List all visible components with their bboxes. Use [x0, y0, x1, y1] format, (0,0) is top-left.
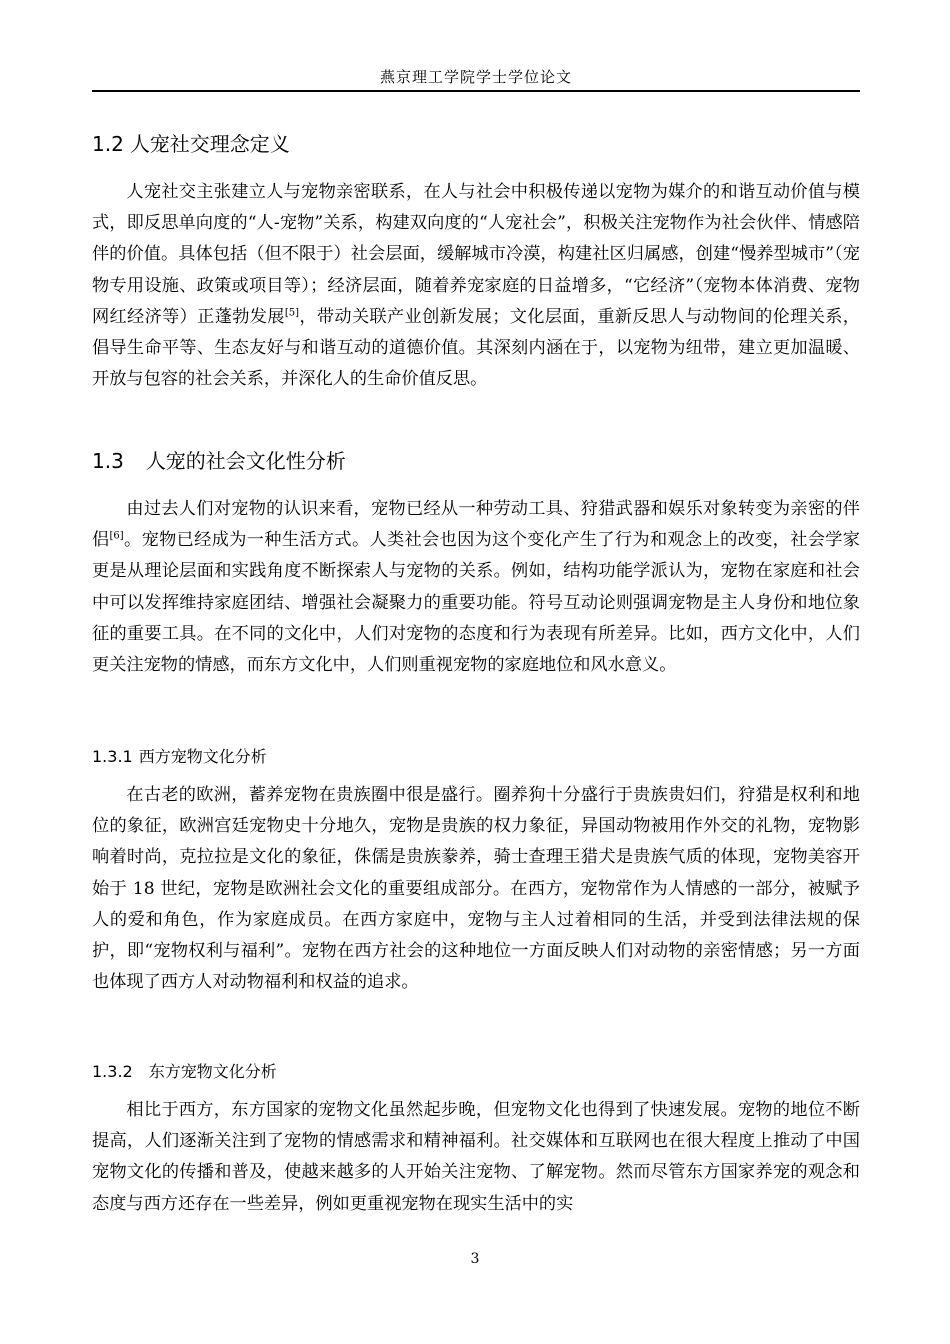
header-rule — [92, 90, 860, 92]
section-title: 人宠社交理念定义 — [129, 132, 290, 156]
paragraph-text: ，带动关联产业创新发展；文化层面，重新反思人与动物间的伦理关系，倡导生命平等、生态友好与和谐互动的道德价值。其深刻内涵在于，以宠物为纽带，建立更加温暖、开放与包容的社会关系，并深化人的生命价值反思。 — [92, 306, 860, 390]
section-number: 1.3.1 — [92, 747, 133, 766]
paragraph-1-3 — [92, 494, 860, 681]
paragraph-1-3-2: 相比于西方，东方国家的宠物文化虽然起步晚，但宠物文化也得到了快速发展。宠物的地位不断提高，人们逐渐关注到了宠物的情感需求和精神福利。社交媒体和互联网也在很大程度上推动了中国宠物文化的传播和普及，使越来越多的人开始关注宠物、了解宠物。然而尽管东方国家养宠的观念和态度与西方还存在一些差异，例如更重视宠物在现实生活中的实 — [92, 1100, 860, 1214]
page-number: 3 — [470, 1251, 480, 1267]
citation: [6] — [109, 530, 124, 542]
section-number: 1.2 — [92, 132, 124, 156]
section-title: 东方宠物文化分析 — [148, 1062, 277, 1081]
section-title: 西方宠物文化分析 — [138, 747, 267, 766]
subsection-heading-1-3-1 — [92, 744, 267, 767]
section-title: 人宠的社会文化性分析 — [145, 449, 346, 473]
paragraph-1-3-1: 在古老的欧洲，蓄养宠物在贵族圈中很是盛行。圈养狗十分盛行于贵族贵妇们，狩猎是权利和地位的象征，欧洲宫廷宠物史十分地久，宠物是贵族的权力象征，异国动物被用作外交的礼物，宠物影响着时尚，克拉拉是文化的象征，侏儒是贵族豢养，骑士查理王猎犬是贵族气质的体现，宠物美容开始于 18 世纪，宠物是欧洲社会文化的重要组成部分。在西方，宠物常作为人情感的一部分，被赋予人的爱和角色，作为家庭成员。在西方家庭中，宠物与主人过着相同的生活，并受到法律法规的保护，即“宠物权利与福利”。宠物在西方社会的这种地位一方面反映人们对动物的亲密情感；另一方面也体现了西方人对动物福利和权益的追求。 — [92, 785, 860, 993]
paragraph-text: 。宠物已经成为一种生活方式。人类社会也因为这个变化产生了行为和观念上的改变，社会学家更是从理论层面和实践角度不断探索人与宠物的关系。例如，结构功能学派认为，宠物在家庭和社会中可以发挥维持家庭团结、增强社会凝聚力的重要功能。符号互动论则强调宠物是主人身份和地位象征的重要工具。在不同的文化中，人们对宠物的态度和行为表现有所差异。比如，西方文化中，人们更关注宠物的情感，而东方文化中，人们则重视宠物的家庭地位和风水意义。 — [92, 530, 860, 676]
section-heading-1-2 — [92, 128, 290, 157]
running-header: 燕京理工学院学士学位论文 — [379, 68, 572, 86]
paragraph-text: 人宠社交主张建立人与宠物亲密联系，在人与社会中积极传递以宠物为媒介的和谐互动价值与模式，即反思单向度的“人-宠物”关系，构建双向度的“人宠社会”，积极关注宠物作为社会伙伴、情感陪伴的价值。具体包括（但不限于）社会层面，缓解城市冷漠，构建社区归属感，创建“慢养型城市”（宠物专用设施、政策或项目等）；经济层面，随着养宠家庭的日益增多，“它经济”（宠物本体消费、宠物网红经济等）正蓬勃发展 — [92, 182, 860, 327]
section-number: 1.3.2 — [92, 1062, 133, 1081]
paragraph-1-2 — [92, 177, 860, 395]
paragraph-text: 由过去人们对宠物的认识来看，宠物已经从一种劳动工具、狩猎武器和娱乐对象转变为亲密的伴侣 — [92, 499, 860, 551]
subsection-heading-1-3-2 — [92, 1059, 277, 1082]
section-heading-1-3 — [92, 445, 346, 474]
citation: [5] — [284, 307, 300, 319]
section-number: 1.3 — [92, 449, 124, 473]
